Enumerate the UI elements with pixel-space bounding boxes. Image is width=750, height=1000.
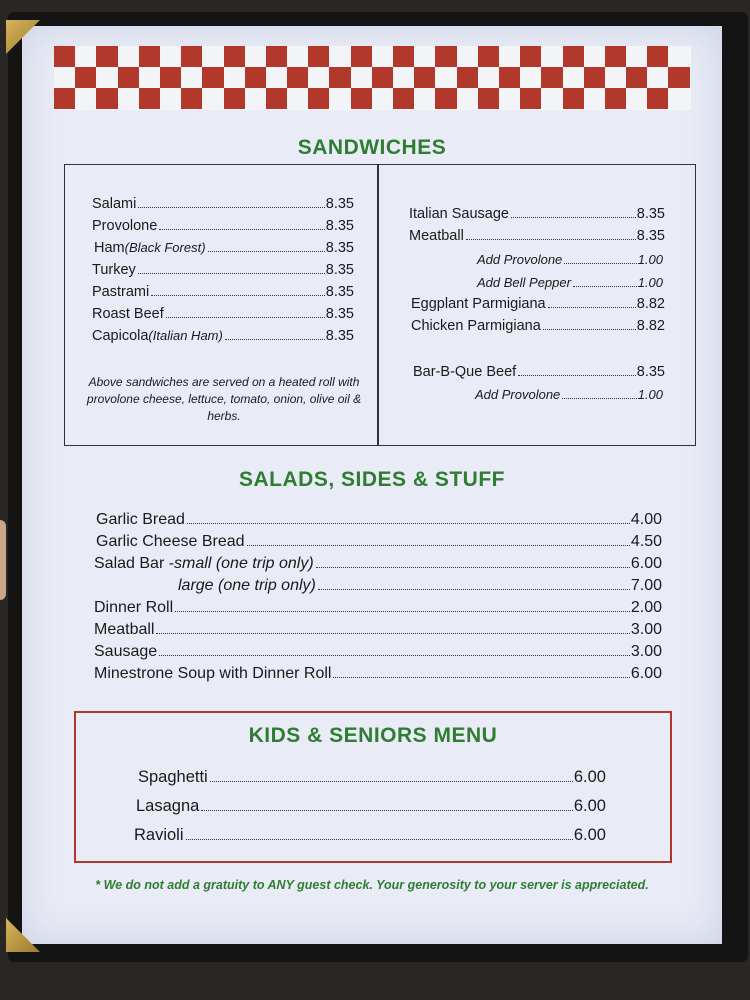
- checker-square: [54, 88, 75, 109]
- menu-item: Minestrone Soup with Dinner Roll 6.00: [94, 665, 662, 682]
- checker-square: [414, 46, 435, 67]
- checker-square: [605, 88, 626, 109]
- checker-square: [160, 46, 181, 67]
- checker-square: [75, 88, 96, 109]
- checkered-banner: [54, 46, 691, 110]
- checker-square: [584, 67, 605, 88]
- checker-square: [668, 88, 689, 109]
- checker-square: [414, 67, 435, 88]
- checker-square: [478, 88, 499, 109]
- checker-square: [457, 67, 478, 88]
- checker-square: [96, 67, 117, 88]
- menu-item: Provolone 8.35: [92, 218, 354, 234]
- thumb: [0, 520, 6, 600]
- menu-item: Italian Sausage 8.35: [409, 206, 665, 222]
- checker-square: [393, 46, 414, 67]
- checker-square: [541, 88, 562, 109]
- checker-square: [287, 67, 308, 88]
- checker-square: [626, 46, 647, 67]
- checker-square: [541, 67, 562, 88]
- menu-item: Chicken Parmigiana 8.82: [411, 318, 665, 334]
- checker-square: [54, 46, 75, 67]
- checker-square: [520, 88, 541, 109]
- add-on-item: Add Bell Pepper 1.00: [477, 275, 663, 290]
- checker-square: [224, 46, 245, 67]
- checker-square: [202, 46, 223, 67]
- checker-square: [54, 67, 75, 88]
- checker-square: [499, 46, 520, 67]
- checker-square: [647, 88, 668, 109]
- checker-square: [372, 67, 393, 88]
- checker-square: [245, 88, 266, 109]
- checker-square: [414, 88, 435, 109]
- checker-square: [266, 46, 287, 67]
- checker-square: [181, 88, 202, 109]
- checker-square: [329, 46, 350, 67]
- checker-square: [181, 67, 202, 88]
- menu-item: Garlic Bread 4.00: [96, 511, 662, 528]
- checker-square: [457, 46, 478, 67]
- checker-square: [118, 46, 139, 67]
- checker-square: [96, 46, 117, 67]
- sandwiches-heading: SANDWICHES: [297, 136, 447, 159]
- gratuity-note: * We do not add a gratuity to ANY guest check. Your generosity to your server is appreciated.: [95, 878, 649, 892]
- checker-square: [605, 67, 626, 88]
- menu-page: [22, 26, 722, 944]
- checker-square: [584, 88, 605, 109]
- checker-square: [351, 46, 372, 67]
- checker-square: [181, 46, 202, 67]
- sandwiches-divider: [377, 164, 379, 446]
- menu-item: Spaghetti 6.00: [138, 768, 606, 786]
- checker-square: [520, 46, 541, 67]
- checker-square: [308, 88, 329, 109]
- checker-square: [266, 67, 287, 88]
- kids-heading: KIDS & SENIORS MENU: [248, 724, 498, 747]
- checker-square: [435, 88, 456, 109]
- checker-square: [224, 88, 245, 109]
- checker-square: [499, 67, 520, 88]
- checker-square: [202, 67, 223, 88]
- checker-square: [139, 88, 160, 109]
- menu-item: Meatball 3.00: [94, 621, 662, 638]
- menu-item: Lasagna 6.00: [136, 797, 606, 815]
- menu-item: Meatball 8.35: [409, 228, 665, 244]
- checker-square: [96, 88, 117, 109]
- checker-square: [435, 67, 456, 88]
- checker-square: [118, 88, 139, 109]
- menu-item: Bar-B-Que Beef 8.35: [413, 364, 665, 380]
- checker-square: [647, 46, 668, 67]
- add-on-item: Add Provolone 1.00: [475, 387, 663, 402]
- menu-item: Roast Beef 8.35: [92, 306, 354, 322]
- checker-square: [520, 67, 541, 88]
- menu-item: Ham (Black Forest) 8.35: [94, 240, 354, 256]
- menu-item: Garlic Cheese Bread 4.50: [96, 533, 662, 550]
- menu-item: Pastrami 8.35: [92, 284, 354, 300]
- menu-item: Salami 8.35: [92, 196, 354, 212]
- checker-square: [435, 46, 456, 67]
- checker-square: [626, 67, 647, 88]
- menu-item: Capicola (Italian Ham) 8.35: [92, 328, 354, 344]
- checker-square: [287, 46, 308, 67]
- checker-square: [668, 46, 689, 67]
- checker-square: [351, 88, 372, 109]
- checker-square: [393, 67, 414, 88]
- checker-square: [329, 67, 350, 88]
- checker-square: [457, 88, 478, 109]
- checker-square: [308, 67, 329, 88]
- menu-item: Salad Bar - small (one trip only) 6.00: [94, 555, 662, 572]
- menu-item: Dinner Roll 2.00: [94, 599, 662, 616]
- checker-square: [647, 67, 668, 88]
- checker-square: [563, 67, 584, 88]
- checker-square: [393, 88, 414, 109]
- checker-square: [308, 46, 329, 67]
- checker-square: [139, 67, 160, 88]
- add-on-item: Add Provolone 1.00: [477, 252, 663, 267]
- checker-square: [668, 67, 689, 88]
- checker-square: [626, 88, 647, 109]
- checker-square: [160, 67, 181, 88]
- checker-square: [372, 46, 393, 67]
- checker-square: [202, 88, 223, 109]
- checker-square: [478, 46, 499, 67]
- menu-item: Sausage 3.00: [94, 643, 662, 660]
- sandwich-description: Above sandwiches are served on a heated roll with provolone cheese, lettuce, tomato, onion, olive oil & herbs.: [86, 375, 362, 423]
- menu-item: Ravioli 6.00: [134, 826, 606, 844]
- checker-square: [245, 67, 266, 88]
- menu-item: Eggplant Parmigiana 8.82: [411, 296, 665, 312]
- menu-item: large (one trip only) 7.00: [178, 577, 662, 594]
- checker-square: [224, 67, 245, 88]
- checker-square: [563, 88, 584, 109]
- checker-square: [605, 46, 626, 67]
- checker-square: [118, 67, 139, 88]
- checker-square: [139, 46, 160, 67]
- checker-square: [563, 46, 584, 67]
- checker-square: [245, 46, 266, 67]
- checker-square: [329, 88, 350, 109]
- checker-square: [75, 46, 96, 67]
- menu-item: Turkey 8.35: [92, 262, 354, 278]
- checker-square: [351, 67, 372, 88]
- checker-square: [372, 88, 393, 109]
- checker-square: [287, 88, 308, 109]
- checker-square: [499, 88, 520, 109]
- salads-heading: SALADS, SIDES & STUFF: [238, 468, 506, 491]
- checker-square: [584, 46, 605, 67]
- checker-square: [266, 88, 287, 109]
- checker-square: [541, 46, 562, 67]
- checker-square: [160, 88, 181, 109]
- checker-square: [478, 67, 499, 88]
- checker-square: [75, 67, 96, 88]
